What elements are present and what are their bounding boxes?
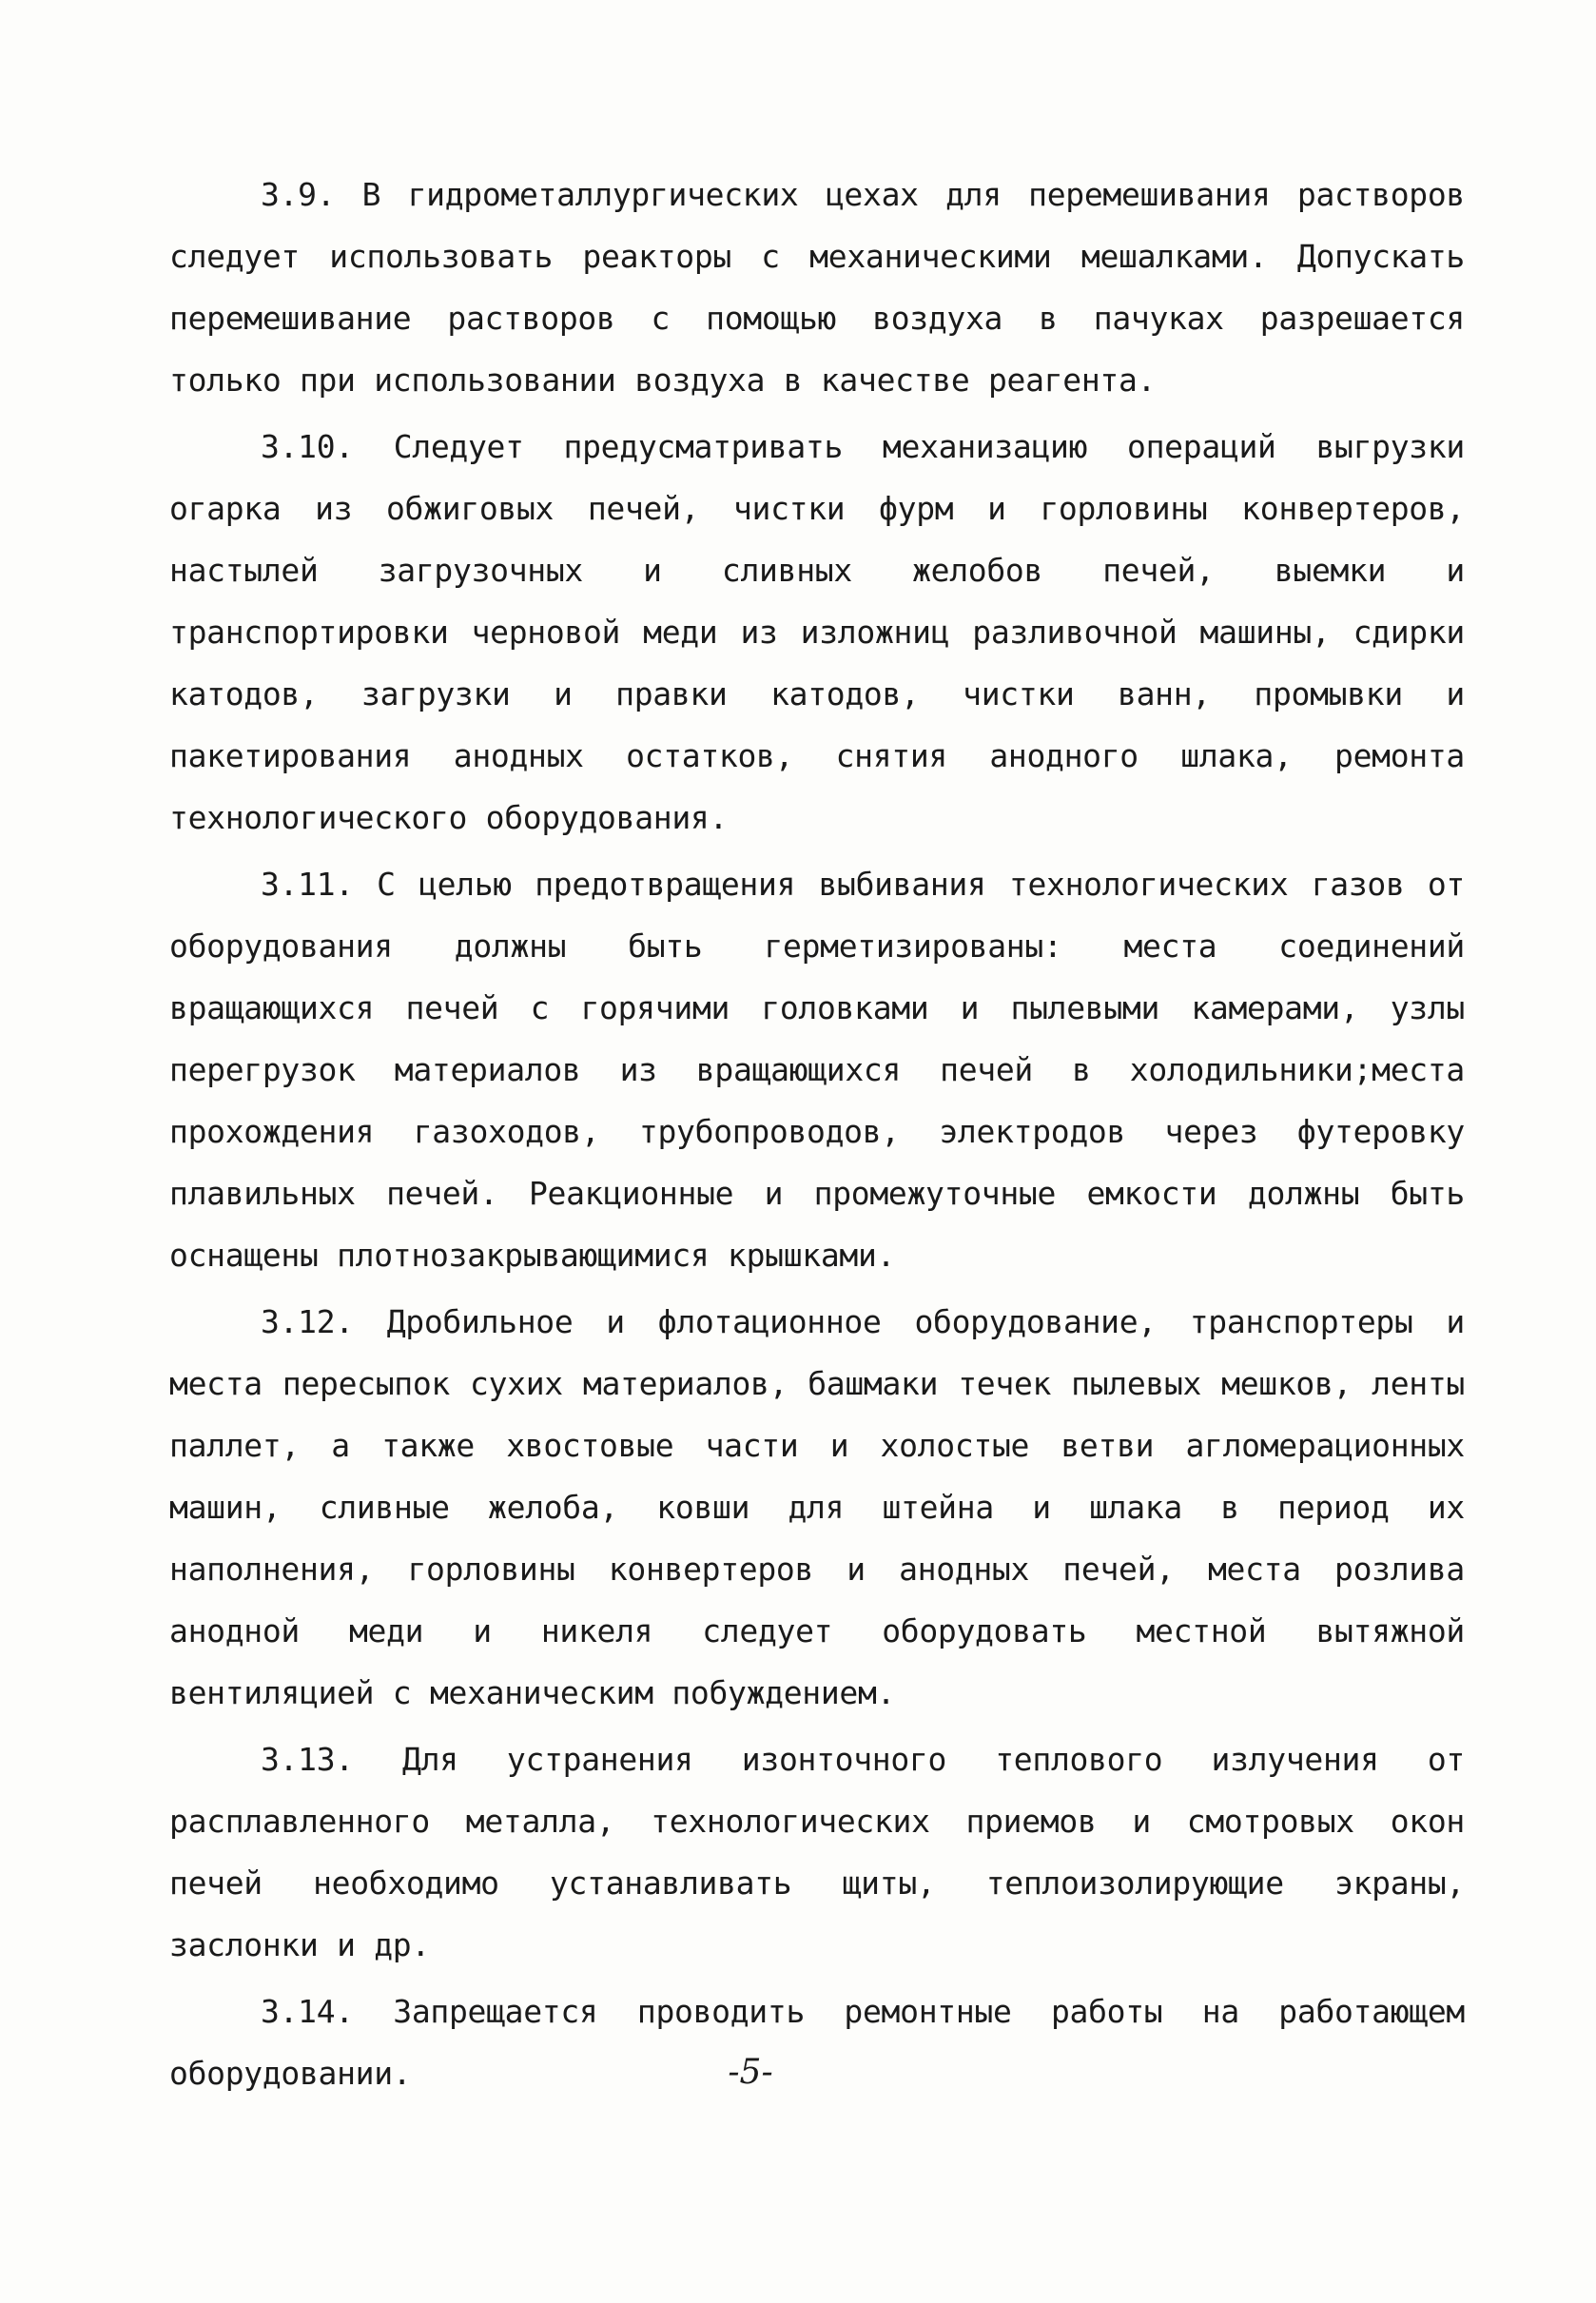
- paragraph-3-10: 3.10. Следует предусматривать механизацию операций выгрузки огарка из обжиговых печей, чистки фурм и горловины конвертеров, настылей загрузочных и сливных желобов печей, выемки и транспортировки черновой меди из изложниц разливочной машины, сдирки катодов, загрузки и правки катодов, чистки ванн, промывки и пакетирования анодных остатков, снятия анодного шлака, ремонта технологического оборудования.: [169, 428, 1465, 836]
- paragraph-3-11: 3.11. С целью предотвращения выбивания технологических газов от оборудования должны быть герметизированы: места соединений вращающихся печей с горячими головками и пылевыми камерами, узлы перегрузок материалов из вращающихся печей в холодильники;места прохождения газоходов, трубопроводов, электродов через футеровку плавильных печей. Реакционные и промежуточные емкости должны быть оснащены плотнозакрывающимися крышками.: [169, 866, 1465, 1274]
- paragraph-3-9: 3.9. В гидрометаллургических цехах для перемешивания растворов следует использовать реакторы с механическими мешалками. Допускать перемешивание растворов с помощью воздуха в пачуках разрешается только при использовании воздуха в качестве реагента.: [169, 176, 1465, 399]
- paragraph-3-14: 3.14. Запрещается проводить ремонтные работы на работающем оборудовании.: [169, 1993, 1465, 2092]
- paragraph-3-12: 3.12. Дробильное и флотационное оборудование, транспортеры и места пересыпок сухих материалов, башмаки течек пылевых мешков, ленты паллет, а также хвостовые части и холостые ветви агломерационных машин, сливные желоба, ковши для штейна и шлака в период их наполнения, горловины конвертеров и анодных печей, места розлива анодной меди и никеля следует оборудовать местной вытяжной вентиляцией с механическим побуждением.: [169, 1303, 1465, 1711]
- document-body: [169, 164, 1465, 2109]
- page-number: -5-: [728, 2053, 773, 2092]
- paragraph-3-13: 3.13. Для устранения изонточного теплового излучения от расплавленного металла, технологических приемов и смотровых окон печей необходимо устанавливать щиты, теплоизолирующие экраны, заслонки и др.: [169, 1741, 1465, 1963]
